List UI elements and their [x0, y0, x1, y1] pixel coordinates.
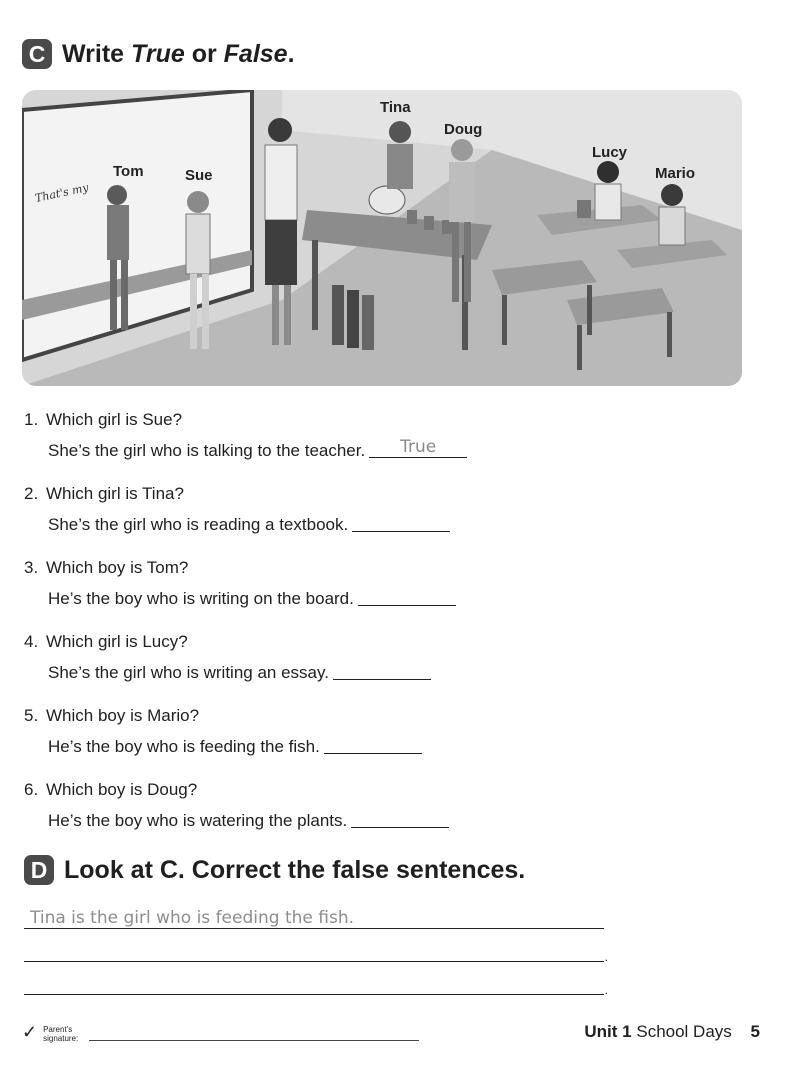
section-d-heading	[24, 855, 525, 885]
sentence-4: She’s the girl who is writing an essay.	[48, 663, 431, 681]
question-5: 5. Which boy is Mario?	[24, 706, 200, 725]
example-answer: Tina is the girl who is feeding the fish.	[30, 908, 354, 928]
answer-blank-2[interactable]	[352, 515, 450, 532]
section-c-heading	[22, 39, 295, 69]
label-tina: Tina	[380, 99, 411, 116]
parent-signature	[22, 1022, 419, 1043]
board-writing: That's my	[33, 180, 90, 205]
answer-blank-3[interactable]	[358, 589, 456, 606]
signature-label: Parent’s signature:	[43, 1025, 79, 1043]
title-word-false: False	[223, 39, 288, 68]
sentence-3: He’s the boy who is writing on the board.	[48, 589, 456, 607]
label-mario: Mario	[655, 165, 696, 182]
question-6: 6. Which boy is Doug?	[24, 780, 198, 799]
writing-line-2[interactable]: .	[24, 943, 604, 962]
signature-line[interactable]	[89, 1040, 419, 1041]
label-tom: Tom	[113, 163, 144, 180]
section-c-title	[62, 40, 295, 69]
sentence-5: He’s the boy who is feeding the fish.	[48, 737, 422, 755]
writing-line-1[interactable]	[24, 910, 604, 929]
sentence-1: She’s the girl who is talking to the teacher. True	[48, 441, 467, 459]
question-2: 2. Which girl is Tina?	[24, 484, 184, 503]
unit-title: School Days	[636, 1022, 732, 1041]
writing-line-3[interactable]: .	[24, 976, 604, 995]
answer-blank-4[interactable]	[333, 663, 431, 680]
answer-blank-1[interactable]	[369, 437, 467, 458]
check-icon: ✓	[22, 1022, 38, 1042]
sentence-6: He’s the boy who is watering the plants.	[48, 811, 449, 829]
page-footer	[584, 1022, 760, 1042]
section-d-title: Look at C. Correct the false sentences.	[64, 855, 526, 884]
page-number: 5	[750, 1022, 760, 1041]
title-word-or: or	[191, 39, 217, 68]
section-c-badge: C	[22, 39, 52, 69]
question-1: 1. Which girl is Sue?	[24, 410, 183, 429]
answer-text-1: True	[400, 437, 437, 457]
question-4: 4. Which girl is Lucy?	[24, 632, 188, 651]
label-sue: Sue	[185, 167, 213, 184]
title-word-write: Write	[62, 39, 125, 68]
answer-blank-6[interactable]	[351, 811, 449, 828]
label-lucy: Lucy	[592, 144, 628, 161]
classroom-illustration	[22, 90, 742, 386]
title-word-true: True	[131, 39, 185, 68]
title-period: .	[287, 39, 295, 68]
label-doug: Doug	[444, 121, 483, 138]
sentence-2: She’s the girl who is reading a textbook.	[48, 515, 450, 533]
question-3: 3. Which boy is Tom?	[24, 558, 189, 577]
section-d-badge: D	[24, 855, 54, 885]
answer-blank-5[interactable]	[324, 737, 422, 754]
unit-label: Unit 1	[584, 1022, 632, 1041]
